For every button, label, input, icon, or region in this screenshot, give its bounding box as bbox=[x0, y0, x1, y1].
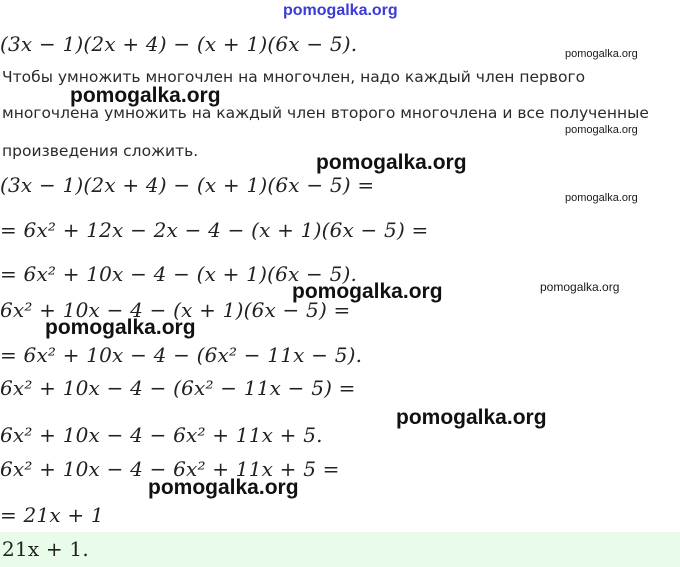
watermark-big: pomogalka.org bbox=[316, 151, 467, 174]
watermark-top: pomogalka.org bbox=[283, 2, 398, 19]
solution-step: 6x² + 10x − 4 − (x + 1)(6x − 5) = bbox=[0, 298, 351, 322]
explanation-line: многочлена умножить на каждый член второго многочлена и все полученные bbox=[2, 104, 649, 122]
watermark-big: pomogalka.org bbox=[70, 84, 221, 107]
watermark-big: pomogalka.org bbox=[292, 280, 443, 303]
watermark-small: pomogalka.org bbox=[565, 124, 638, 136]
watermark-big: pomogalka.org bbox=[45, 316, 196, 339]
solution-step: 6x² + 10x − 4 − 6x² + 11x + 5 = bbox=[0, 457, 340, 481]
solution-step: = 6x² + 12x − 2x − 4 − (x + 1)(6x − 5) = bbox=[0, 218, 429, 242]
solution-step: = 21x + 1 bbox=[0, 503, 104, 527]
watermark-big: pomogalka.org bbox=[148, 476, 299, 499]
explanation-line: произведения сложить. bbox=[2, 142, 199, 160]
answer-value: 21x + 1. bbox=[2, 537, 89, 561]
watermark-small: pomogalka.org bbox=[565, 48, 638, 60]
solution-step: = 6x² + 10x − 4 − (x + 1)(6x − 5). bbox=[0, 262, 358, 286]
watermark-big: pomogalka.org bbox=[396, 406, 547, 429]
solution-step: 6x² + 10x − 4 − 6x² + 11x + 5. bbox=[0, 423, 323, 447]
solution-step: 6x² + 10x − 4 − (6x² − 11x − 5) = bbox=[0, 376, 356, 400]
watermark-small: pomogalka.org bbox=[540, 280, 620, 294]
solution-step: = 6x² + 10x − 4 − (6x² − 11x − 5). bbox=[0, 343, 363, 367]
answer-box bbox=[0, 532, 680, 567]
solution-step: (3x − 1)(2x + 4) − (x + 1)(6x − 5) = bbox=[0, 173, 375, 197]
explanation-line: Чтобы умножить многочлен на многочлен, надо каждый член первого bbox=[2, 68, 586, 86]
problem-expression: (3x − 1)(2x + 4) − (x + 1)(6x − 5). bbox=[0, 32, 358, 56]
watermark-small: pomogalka.org bbox=[565, 192, 638, 204]
